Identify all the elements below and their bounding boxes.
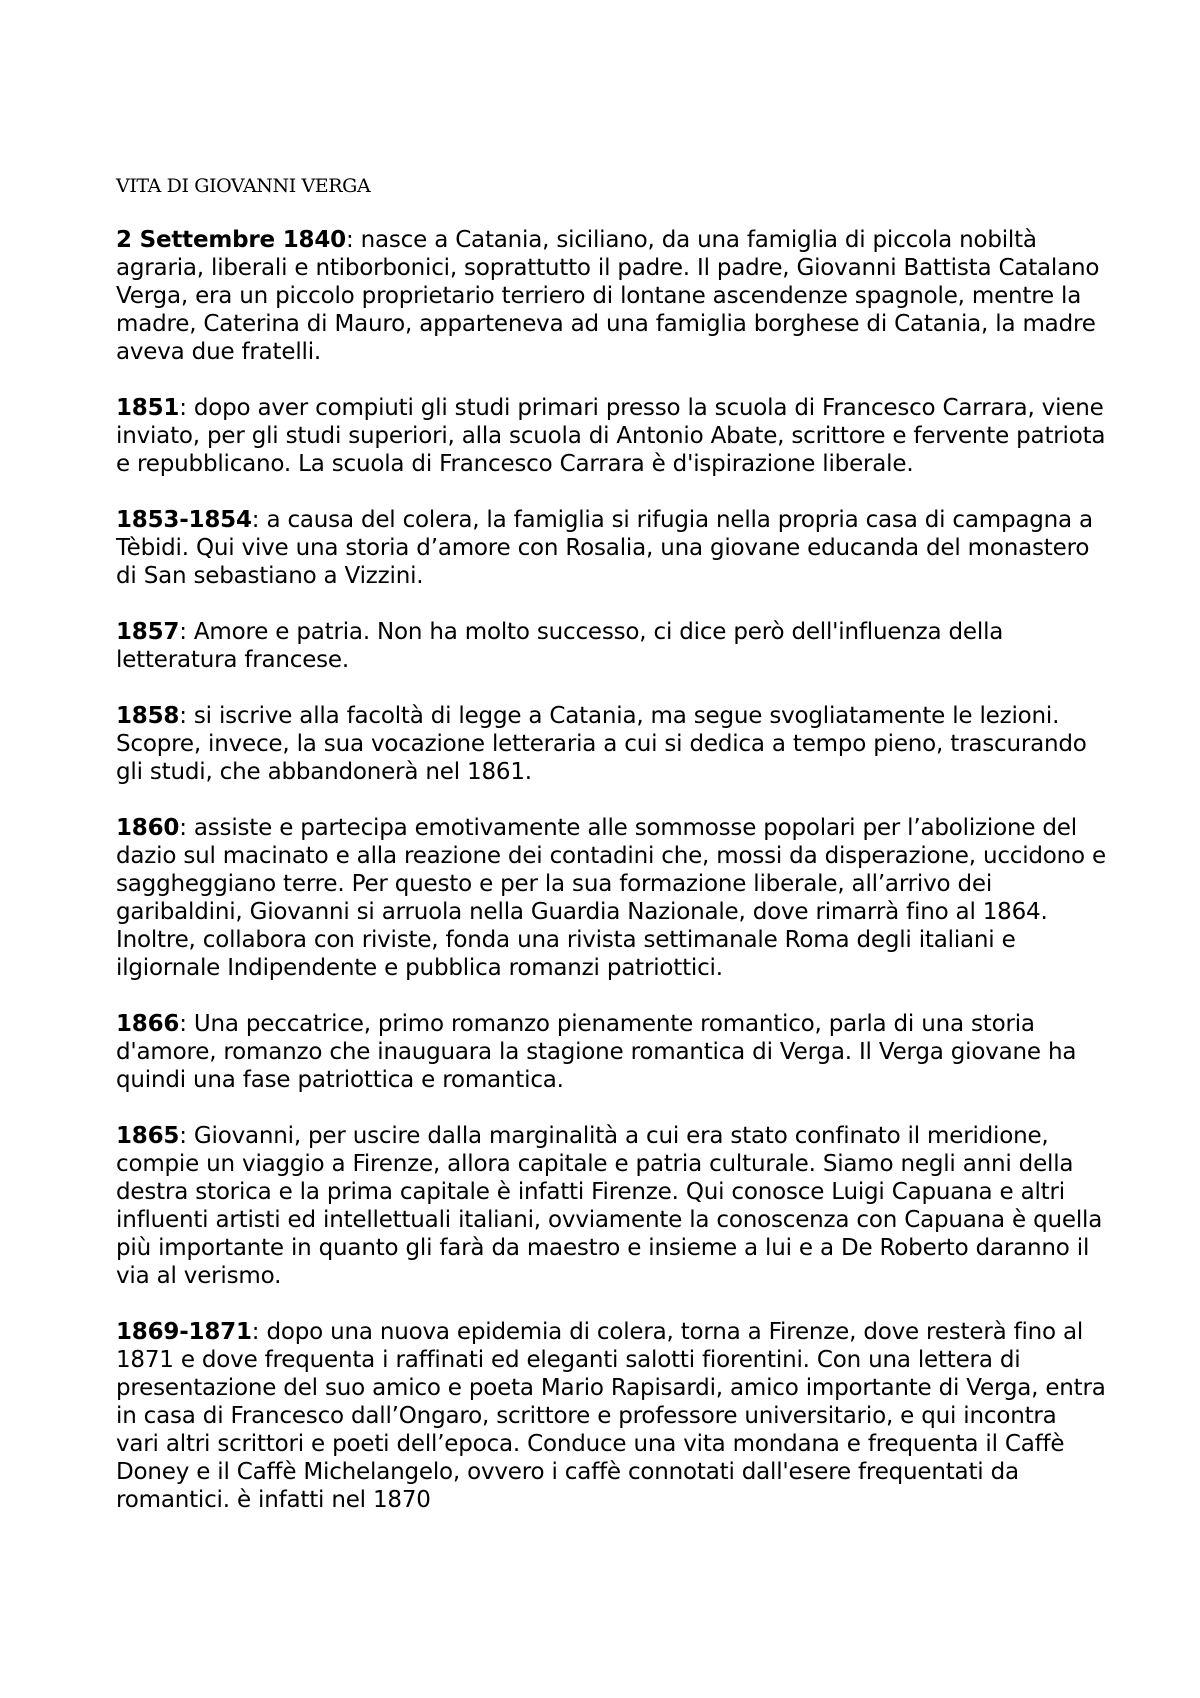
- document-title: VITA DI GIOVANNI VERGA: [116, 175, 371, 197]
- entry-text: : dopo una nuova epidemia di colera, torna a Firenze, dove resterà fino al 1871 e dove frequenta i raffinati ed eleganti salotti fiorentini. Con una lettera di presentazione del suo amico e poeta Mario Rapisardi, amico importante di Verga, entra in casa di Francesco dall’Ongaro, scrittore e professore universitario, e qui incontra vari altri scrittori e poeti dell’epoca. Conduce una vita mondana e frequenta il Caffè Doney e il Caffè Michelangelo, ovvero i caffè connotati dall'esere frequentati da romantici. è infatti nel 1870: [116, 1319, 1106, 1513]
- timeline-entry: [116, 226, 1106, 366]
- entry-text: : nasce a Catania, siciliano, da una famiglia di piccola nobiltà agraria, liberali e ntiborbonici, soprattutto il padre. Il padre, Giovanni Battista Catalano Verga, era un piccolo proprietario terriero di lontane ascendenze spagnole, mentre la madre, Caterina di Mauro, apparteneva ad una famiglia borghese di Catania, la madre aveva due fratelli.: [116, 227, 1100, 365]
- entry-text: : Una peccatrice, primo romanzo pienamente romantico, parla di una storia d'amore, romanzo che inauguara la stagione romantica di Verga. Il Verga giovane ha quindi una fase patriottica e romantica.: [116, 1011, 1077, 1093]
- entry-date: 1869-1871: [116, 1319, 252, 1345]
- entry-text: : a causa del colera, la famiglia si rifugia nella propria casa di campagna a Tèbidi. Qui vive una storia d’amore con Rosalia, una giovane educanda del monastero di San sebastiano a Vizzini.: [116, 507, 1093, 589]
- timeline-entry: [116, 1318, 1106, 1514]
- timeline-entries: [116, 226, 1106, 1542]
- entry-text: : Amore e patria. Non ha molto successo, ci dice però dell'influenza della letteratura francese.: [116, 619, 1004, 673]
- entry-text: : dopo aver compiuti gli studi primari presso la scuola di Francesco Carrara, viene inviato, per gli studi superiori, alla scuola di Antonio Abate, scrittore e fervente patriota e repubblicano. La scuola di Francesco Carrara è d'ispirazione liberale.: [116, 395, 1106, 477]
- entry-text: : Giovanni, per uscire dalla marginalità a cui era stato confinato il meridione, compie un viaggio a Firenze, allora capitale e patria culturale. Siamo negli anni della destra storica e la prima capitale è infatti Firenze. Qui conosce Luigi Capuana e altri influenti artisti ed intellettuali italiani, ovviamente la conoscenza con Capuana è quella più importante in quanto gli farà da maestro e insieme a lui e a De Roberto daranno il via al verismo.: [116, 1123, 1103, 1289]
- timeline-entry: [116, 1010, 1106, 1094]
- timeline-entry: [116, 702, 1106, 786]
- timeline-entry: [116, 394, 1106, 478]
- entry-date: 1857: [116, 619, 180, 645]
- entry-date: 1853-1854: [116, 507, 252, 533]
- timeline-entry: [116, 506, 1106, 590]
- entry-date: 1851: [116, 395, 180, 421]
- entry-text: : si iscrive alla facoltà di legge a Catania, ma segue svogliatamente le lezioni. Scopre, invece, la sua vocazione letteraria a cui si dedica a tempo pieno, trascurando gli studi, che abbandonerà nel 1861.: [116, 703, 1087, 785]
- timeline-entry: [116, 814, 1106, 982]
- entry-date: 1865: [116, 1123, 180, 1149]
- entry-date: 1866: [116, 1011, 180, 1037]
- timeline-entry: [116, 618, 1106, 674]
- entry-date: 2 Settembre 1840: [116, 227, 346, 253]
- entry-text: : assiste e partecipa emotivamente alle sommosse popolari per l’abolizione del dazio sul macinato e alla reazione dei contadini che, mossi da disperazione, uccidono e saggheggiano terre. Per questo e per la sua formazione liberale, all’arrivo dei garibaldini, Giovanni si arruola nella Guardia Nazionale, dove rimarrà fino al 1864. Inoltre, collabora con riviste, fonda una rivista settimanale Roma degli italiani e ilgiornale Indipendente e pubblica romanzi patriottici.: [116, 815, 1106, 981]
- entry-date: 1860: [116, 815, 180, 841]
- timeline-entry: [116, 1122, 1106, 1290]
- entry-date: 1858: [116, 703, 180, 729]
